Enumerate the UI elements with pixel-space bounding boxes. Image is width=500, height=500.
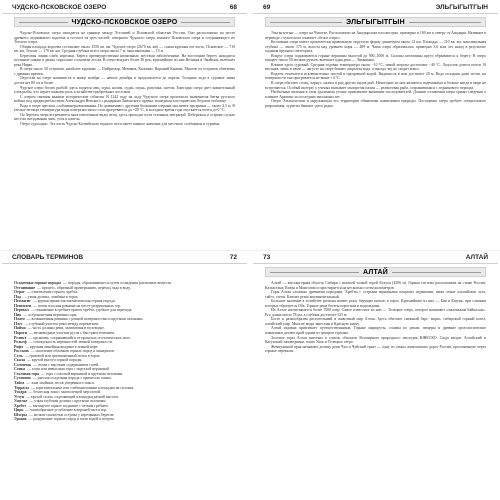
glossary-term: Солончак [14,362,32,367]
glossary-definition: — вытянутое горное поднятие с четким гребнем. [28,403,109,408]
running-header [2,252,247,264]
section-title-band [14,17,235,27]
glossary-term: Пик [14,312,22,317]
glossary-definition: — возвышенная равнина с ровной поверхностью и крутыми склонами. [26,317,144,322]
glossary-definition: — совокупность неровностей земной поверхности. [28,340,113,345]
glossary-term: Эрозия [14,417,27,422]
page-68 [2,2,247,247]
paragraph: Богат и разнообразен растительный и животный мир Алтая. Здесь обитают снежный барс, марал, сибирский горный козел, алтайский улар. Многие виды занесены в Красную книгу. [265,317,486,326]
glossary-definition: — процесс, обратный промерзанию, переход льда в воду. [37,285,131,290]
paragraph: С озером связаны важные исторические события. В 1242 году на льду Чудского озера произошла знаменитая битва русского войска под предводительством Александра Невского с рыцарями Ливонского ордена, вошедшая в историю как Ледовое побоище. [14,94,235,104]
article-body [265,31,486,241]
glossary-term: Суглинок [14,376,31,381]
paragraph: Алтай издавна привлекает путешественников. Горные маршруты, сплавы по рекам, пещеры и древние археологические памятники делают край одним из центров туризма. [265,326,486,336]
paragraph: По берегам озера встречаются многочисленные виды птиц, здесь проходят пути сезонных миграций. Побережья и острова служат местом гнездования чаек, уток и цапель. [14,112,235,122]
paragraph: На Алтае насчитывается более 7000 озер. Самое известное из них — Телецкое озеро, которое называют «маленьким Байкалом». Его длина около 78 км, а глубина достигает 325 м. [265,308,486,317]
glossary-term: Россыпь [14,349,29,354]
glossary-term: Осадочные горные породы [14,281,62,285]
section-title-band [265,17,486,27]
paragraph: Водоем отличается исключительно чистой и прозрачной водой. Видимость в нем достигает 20 м. Вода холодная даже летом, на поверхности она прогревается не выше +4 °С. [265,71,486,81]
paragraph: Ледостав на озере начинается в конце ноября — начале декабря и продолжается до апреля. Толщина льда в суровые зимы достигает 80 см и более. [14,76,235,86]
glossary-definition: — мелкие скалистые острова у изрезанных берегов. [28,412,115,417]
paragraph: Вокруг озера поднимаются горные вершины высотой до 900–1000 м. Склоны котловины круто обрываются к берегу. В озеро впадает около 50 мелких ручьев, вытекает одна река — Энмываам. [265,53,486,63]
glossary-term: Рельеф [14,340,27,345]
glossary-definition: — чашеобразное углубление в верхней части гор. [25,408,107,413]
glossary-term: Шхеры [14,412,27,417]
glossary-term: Пойма [14,326,26,331]
glossary-term: Пенеплен [14,303,31,308]
glossary-definition: — скопление обломков горных пород и минералов. [30,349,115,354]
glossary-definition: — остроконечная вершина горы. [23,312,78,317]
glossary-definition: — мелководные участки русла с быстрым течением. [28,331,115,336]
paragraph: Чудское озеро богато рыбой: здесь водятся лещ, щука, налим, судак, окунь, ряпушка, снеток. Ежегодно озеро дает значительный улов рыбы, что играет важную роль в хозяйстве прибрежных поселков. [14,85,235,95]
page-number: 73 [263,254,271,261]
glossary-definition: — разрушение горных пород и почв водой и ветром. [28,417,115,422]
glossary-definition: — организм, сохранившийся от прошлых геологических эпох. [28,335,131,340]
page-72 [2,252,247,497]
running-header [253,252,498,264]
paragraph: Алтай — высокогорная область Сибири с высшей точкой горой Белуха (4506 м). Горная система расположена на стыке России, Казахстана, Китая и Монголии и простирается на несколько сотен километров. [265,281,486,290]
glossary-definition: — крупная линейная впадина в земной коре. [25,344,99,349]
paragraph: В озере обитают голец, хариус, налим и ряд других видов рыб. Некоторые из них являются эндемиками и больше нигде в мире не встречаются. Особый интерес у ученых вызывает малоротая палия — реликтовая рыба, сохранившаяся с ледникового периода. [265,81,486,90]
page-number: 72 [229,254,237,261]
glossary-definition: — безлесная зона с многолетней мерзлотой. [28,390,102,395]
page-gap [0,250,500,251]
glossary-term: Уступ [14,394,25,399]
section-title: АЛТАЙ [363,268,388,276]
glossary-definition: — ответвление горного хребта. [26,290,79,295]
glossary-term: Перевал [14,308,29,313]
page-number: 68 [229,4,237,11]
header-title: АЛТАЙ [465,254,488,261]
header-title: ЧУДСКО-ПСКОВСКОЕ ОЗЕРО [12,4,107,11]
running-header [2,2,247,14]
paragraph: Горы Алтая сложены древними породами. Хребты с острыми вершинами покрыты ледниками, ниже лежат альпийские луга, тайга, степи. Климат резко континентальный. [265,290,486,299]
glossary-term: Столовая гора [14,371,40,376]
glossary-definition: — грязевой или грязекаменный поток в горах. [24,353,101,358]
glossary-term: Рифт [14,344,24,349]
running-header [253,2,498,14]
glossary-definition: — глубокий участок реки между перекатами. [24,321,99,326]
paragraph: Золотые горы Алтая внесены в список объектов Всемирного природного наследия ЮНЕСКО. Сюда входят Алтайский и Катунский заповедники, плато Укок и Телецкое озеро. [265,335,486,345]
glossary-term: Оттаивание [14,285,36,290]
glossary-definition: — почти плоская равнина на месте разрушенных гор. [32,303,121,308]
glossary-definition: — породы, образовавшиеся путем осаждения различных веществ. [63,281,172,285]
glossary-definition: — почва с высоким содержанием солей. [33,362,100,367]
glossary-definition: — рыхлая осадочная порода с примесью глины. [32,376,112,381]
glossary-definition: — крупнозернистая магматическая горная порода. [32,299,116,304]
paragraph: Озеро Эльгыгытгын и окружающая его территория объявлены памятником природы. Посещение озера требует специального разрешения, туристы бывают здесь редко. [265,99,486,108]
page-73 [253,252,498,497]
glossary-term: Тундра [14,390,27,395]
paragraph: Озеро судоходно. Эта часть Чудско-Балтийского водного пути имеет важное значение для местного сообщения и туризма. [20,121,221,126]
paragraph: Эльгыгытгын — озеро на Чукотке. Расположено на Анадырском плоскогорье, примерно в 100 км к северу от Анадыря. Название в переводе с чукотского означает «белое озеро». [265,31,486,40]
glossary-term: Отрог [14,290,25,295]
header-title: ЭЛЬГЫГЫТГЫН [435,4,488,11]
page-number: 69 [263,4,271,11]
paragraph: В озере около 30 островов, наиболее крупные — Пийрисаар, Мевиков, Колпино, Вороний Камень. Многие из островов обитаемы с древних времен. [14,67,235,76]
glossary-list [14,281,235,491]
glossary-definition: — зона хвойных лесов умеренного пояса. [26,381,95,386]
glossary-term: Пегматит [14,299,31,304]
section-title: ЧУДСКО-ПСКОВСКОЕ ОЗЕРО [71,18,178,26]
paragraph: Климат здесь суровый. Средняя годовая температура около −10 °С, зимой морозы достигают −40 °С. Ледостав длится почти 10 месяцев, лишь в июле — августе на озере бывает открытая вода, а иногда лед не сходит вовсе. [265,62,486,72]
glossary-definition: — холм или невысокая гора с округлой вершиной. [27,367,110,372]
glossary-term: Террасы [14,385,30,390]
glossary-definition: — узкая долина, ложбина в горах. [22,294,79,299]
glossary-term: Плес [14,321,23,326]
glossary-term: Плато [14,317,25,322]
glossary-definition: — понижение в гребне горного хребта, удобное для перехода. [30,308,133,313]
paragraph: Жемчужиной края называют долину реки Чуи и Чуйский тракт — одну из самых живописных дорог России, проложенную через горные перевалы. [265,344,486,354]
glossary-definition: — горизонтальные или слабонаклонные площадки на склонах. [31,385,135,390]
glossary-term: Реликт [14,335,27,340]
glossary-term: Сопка [14,367,25,372]
article-body [14,31,235,241]
glossary-entry [14,417,235,422]
glossary-definition: — часть долины реки, заливаемая в половодье. [27,326,105,331]
glossary-term: Тайга [14,381,25,386]
glossary-term: Хребет [14,403,27,408]
glossary-term: Пад [14,294,21,299]
section-title-band [265,267,486,277]
glossary-term: Сель [14,353,23,358]
glossary-definition: — узкая глубокая долина с крутыми склонами. [29,399,107,404]
section-title: ЭЛЬГЫГЫТГЫН [346,18,405,26]
glossary-term: Пороги [14,331,27,336]
paragraph: Береговая линия слабо изрезана. Берега преимущественно низменные, местами заболоченные. На восточном берегу находятся песчаные пляжи и дюны, поросшие сосновым лесом. В озеро впадает более 30 рек, крупнейшие из них Великая и Эмайыги, вытекает река Нарва. [14,53,235,67]
glossary-definition: — крутой склон, отделяющий площадки разной высоты. [26,394,120,399]
article-body [265,281,486,491]
header-title: СЛОВАРЬ ТЕРМИНОВ [12,254,84,261]
glossary-term: Скала [14,358,25,363]
paragraph: Большое значение в хозяйстве региона имеют реки, берущие начало в горах. Крупнейшие из них — Бия и Катунь, при слиянии которых образуется Обь. Горные реки богаты порогами и водопадами. [265,299,486,308]
page-69 [253,2,498,247]
paragraph: Необычные явления в этом удаленном уголке привлекают внимание исследователей. Донные отложения озера хранят сведения о климате Арктики за последние миллионы лет. [265,90,486,99]
glossary-definition: — крутой выступ горной породы. [26,358,83,363]
paragraph: Вода в озере пресная, слабоминерализованная. По сравнению с другими большими озерами она менее прозрачна — около 2,5 м. В теплые месяцы температура воды поверхностного слоя прогревается до +20 °С, в холодное время года опускается почти до 0 °С. [14,103,235,113]
glossary-term: Ущелье [14,399,28,404]
paragraph: Котловина озера имеет практически правильную округлую форму диаметром около 12 км. Площадь — 110 кв. км, максимальная глубина — около 175 м, высота над уровнем моря — 489 м. Чаша озера образовалась примерно 3,6 млн лет назад в результате падения крупного метеорита. [265,40,486,54]
paragraph: Общая площадь водоема составляет около 3550 кв. км. Чудское озеро (2670 кв. км) — самая крупная его часть, Псковское — 710 кв. км, Теплое — 170 кв. км. Средняя глубина всего озера около 7 м, максимальная — 15 м. [14,44,235,54]
glossary-term: Цирк [14,408,24,413]
glossary-definition: — гора с плоской вершиной и крутыми склонами. [41,371,124,376]
paragraph: Чудско-Псковское озеро находится на границе между Эстонией и Псковской областью России. Оно расположено на месте древнего ледникового водоема и состоит из трех частей: северного Чудского озера, южного Псковского озера и соединяющего их Теплого озера. [14,31,235,45]
